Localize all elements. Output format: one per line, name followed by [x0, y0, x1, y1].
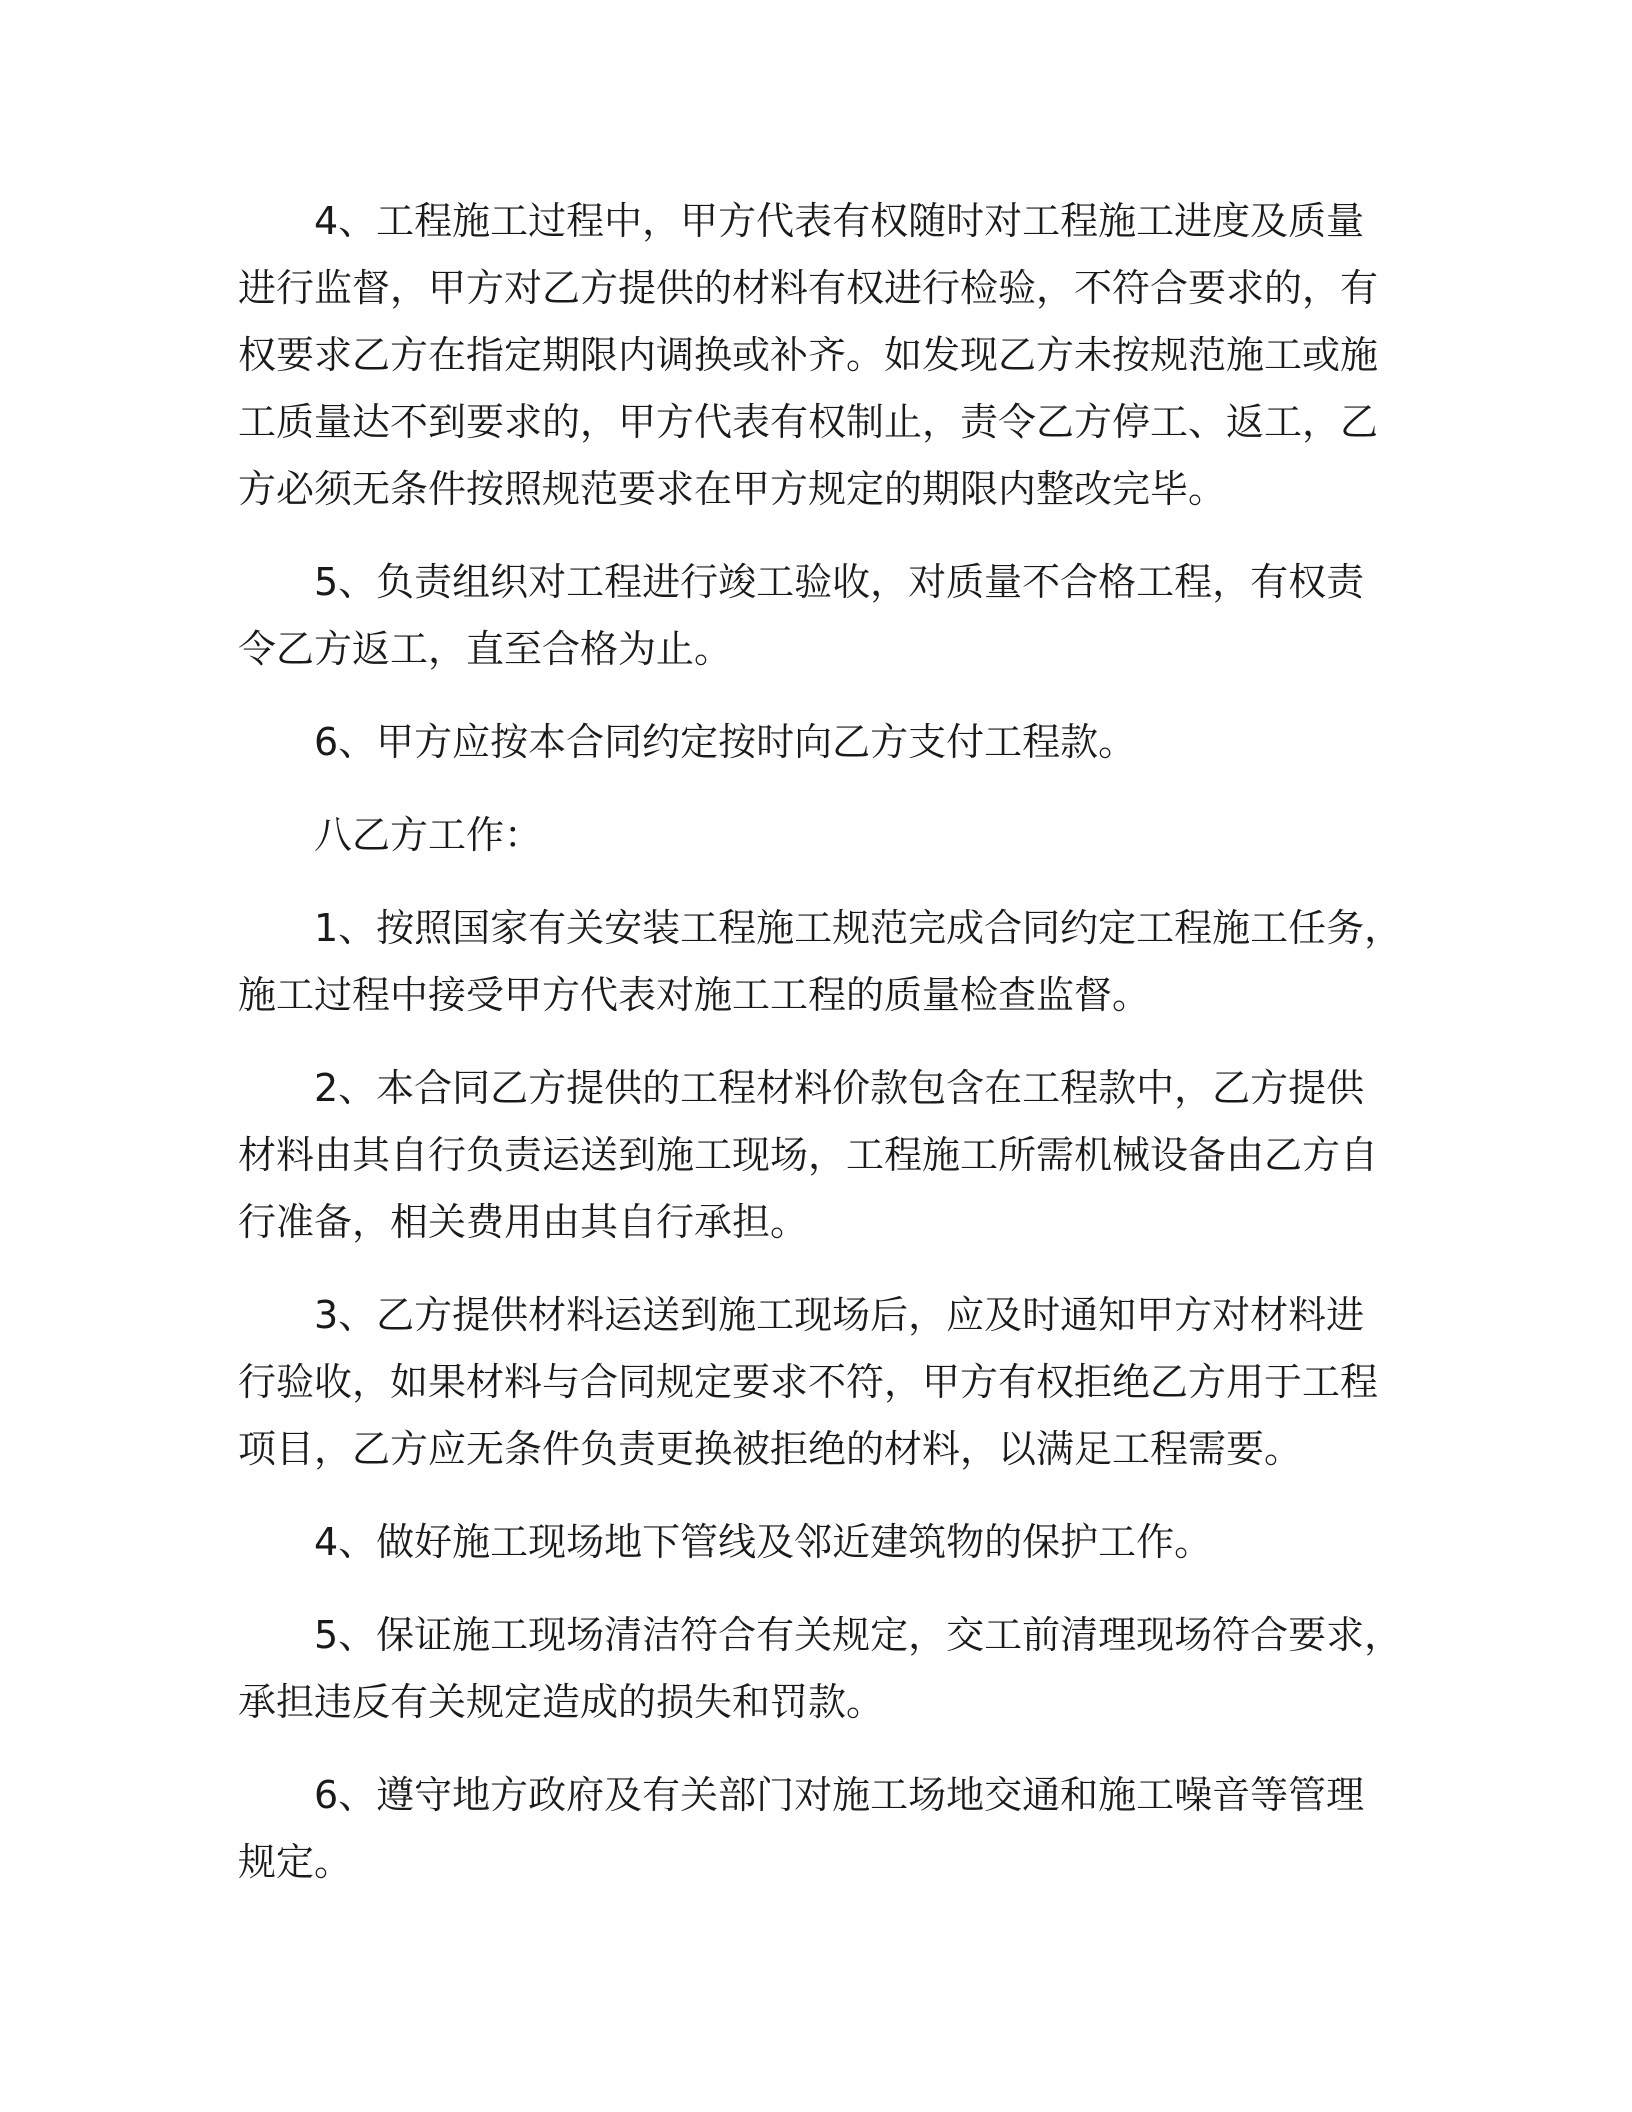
paragraph-contractor-item-6: [238, 1762, 1378, 1896]
text-line: 施工过程中接受甲方代表对施工工程的质量检查监督。: [238, 973, 1151, 1017]
paragraph-contractor-item-2: [238, 1055, 1378, 1256]
text-line: 八乙方工作：: [314, 813, 543, 857]
text-line: 5、保证施工现场清洁符合有关规定，交工前清理现场符合要求，: [314, 1613, 1403, 1657]
paragraph-contractor-item-3: [238, 1282, 1378, 1483]
text-line: 进行监督，甲方对乙方提供的材料有权进行检验，不符合要求的，有: [238, 266, 1379, 310]
text-line: 材料由其自行负责运送到施工现场，工程施工所需机械设备由乙方自: [238, 1133, 1379, 1177]
paragraph-owner-item-6: [238, 709, 1378, 776]
document-body: [238, 188, 1403, 1922]
text-line: 承担违反有关规定造成的损失和罚款。: [238, 1680, 885, 1724]
text-line: 6、遵守地方政府及有关部门对施工场地交通和施工噪音等管理: [314, 1773, 1365, 1817]
section-heading-contractor-work: [238, 802, 1378, 869]
text-line: 规定。: [238, 1840, 353, 1884]
text-line: 3、乙方提供材料运送到施工现场后，应及时通知甲方对材料进: [314, 1293, 1365, 1337]
text-line: 5、负责组织对工程进行竣工验收，对质量不合格工程，有权责: [314, 560, 1365, 604]
text-line: 权要求乙方在指定期限内调换或补齐。如发现乙方未按规范施工或施: [238, 333, 1379, 377]
paragraph-contractor-item-1: [238, 895, 1403, 1029]
text-line: 行验收，如果材料与合同规定要求不符，甲方有权拒绝乙方用于工程: [238, 1360, 1379, 1404]
text-line: 1、按照国家有关安装工程施工规范完成合同约定工程施工任务，: [314, 906, 1403, 950]
text-line: 令乙方返工，直至合格为止。: [238, 627, 733, 671]
paragraph-owner-item-4: [238, 188, 1378, 523]
paragraph-owner-item-5: [238, 549, 1378, 683]
text-line: 2、本合同乙方提供的工程材料价款包含在工程款中，乙方提供: [314, 1066, 1365, 1110]
text-line: 行准备，相关费用由其自行承担。: [238, 1200, 809, 1244]
paragraph-contractor-item-5: [238, 1602, 1403, 1736]
paragraph-contractor-item-4: [238, 1509, 1378, 1576]
text-line: 6、甲方应按本合同约定按时向乙方支付工程款。: [314, 720, 1137, 764]
text-line: 工质量达不到要求的，甲方代表有权制止，责令乙方停工、返工，乙: [238, 400, 1379, 444]
text-line: 4、做好施工现场地下管线及邻近建筑物的保护工作。: [314, 1520, 1213, 1564]
text-line: 4、工程施工过程中，甲方代表有权随时对工程施工进度及质量: [314, 199, 1365, 243]
text-line: 方必须无条件按照规范要求在甲方规定的期限内整改完毕。: [238, 467, 1227, 511]
text-line: 项目，乙方应无条件负责更换被拒绝的材料，以满足工程需要。: [238, 1427, 1303, 1471]
